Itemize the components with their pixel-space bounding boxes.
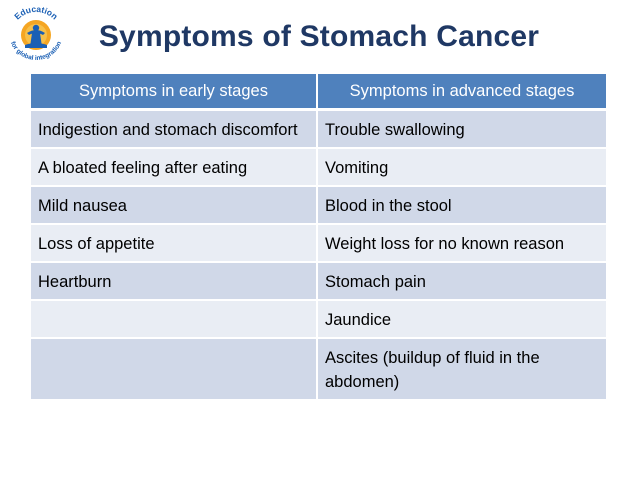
table-cell-early: Loss of appetite — [31, 224, 317, 262]
svg-text:Education — [12, 4, 60, 22]
table-cell-early: Indigestion and stomach discomfort — [31, 110, 317, 149]
table-row — [31, 300, 606, 338]
table-cell-advanced: Stomach pain — [317, 262, 606, 300]
table-row — [31, 224, 606, 262]
table-row — [31, 338, 606, 400]
slide-title-text: Symptoms of Stomach Cancer — [98, 20, 540, 53]
table-cell-early: A bloated feeling after eating — [31, 148, 317, 186]
table-cell-early: Mild nausea — [31, 186, 317, 224]
table-cell-advanced: Ascites (buildup of fluid in the abdomen) — [317, 338, 606, 400]
logo-bottom-text: for global integration — [8, 40, 64, 63]
slide-title — [0, 20, 638, 54]
table-cell-advanced: Weight loss for no known reason — [317, 224, 606, 262]
logo-top-text: Education — [12, 3, 60, 22]
table-row — [31, 110, 606, 149]
table-header-row — [31, 74, 606, 110]
header-early-stages: Symptoms in early stages — [31, 74, 317, 110]
table-cell-advanced: Vomiting — [317, 148, 606, 186]
table-row — [31, 148, 606, 186]
table-cell-advanced: Trouble swallowing — [317, 110, 606, 149]
table-cell-advanced: Jaundice — [317, 300, 606, 338]
table-cell-early — [31, 338, 317, 400]
header-advanced-stages: Symptoms in advanced stages — [317, 74, 606, 110]
table-cell-early — [31, 300, 317, 338]
table-row — [31, 262, 606, 300]
table-row — [31, 186, 606, 224]
symptoms-table — [31, 74, 606, 401]
table-cell-advanced: Blood in the stool — [317, 186, 606, 224]
table-cell-early: Heartburn — [31, 262, 317, 300]
